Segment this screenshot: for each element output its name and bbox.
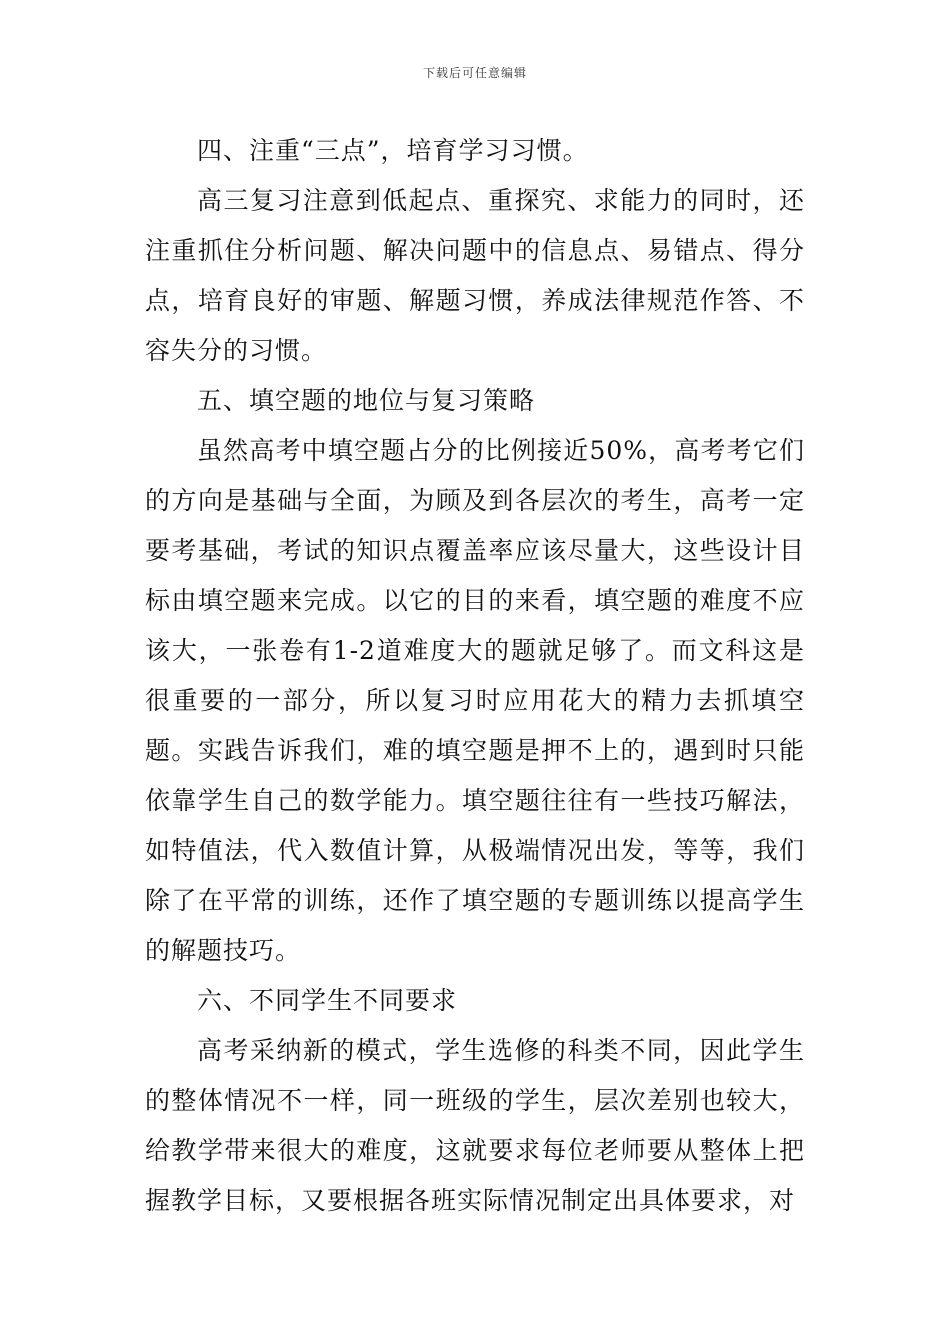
body-paragraph: 虽然高考中填空题占分的比例接近50%，高考考它们的方向是基础与全面，为顾及到各层次的考生，高考一定要考基础，考试的知识点覆盖率应该尽量大，这些设计目标由填空题来完成。以它的目的来看，填空题的难度不应该大，一张卷有1-2道难度大的题就足够了。而文科这是很重要的一部分，所以复习时应用花大的精力去抓填空题。实践告诉我们，难的填空题是押不上的，遇到时只能依靠学生自己的数学能力。填空题往往有一些技巧解法，如特值法，代入数值计算，从极端情况出发，等等，我们除了在平常的训练，还作了填空题的专题训练以提高学生的解题技巧。 [145, 436, 805, 965]
section-heading-6: 六、不同学生不同要求 [197, 986, 458, 1015]
page-header: 下载后可任意编辑 [422, 66, 527, 80]
body-paragraph: 高三复习注意到低起点、重探究、求能力的同时，还注重抓住分析问题、解决问题中的信息点、易错点、得分点，培育良好的审题、解题习惯，养成法律规范作答、不容失分的习惯。 [145, 186, 805, 365]
document-body [145, 126, 805, 1226]
section-heading-5: 五、填空题的地位与复习策略 [197, 386, 536, 415]
section-heading-4: 四、注重“三点”，培育学习习惯。 [197, 136, 589, 165]
body-paragraph: 高考采纳新的模式，学生选修的科类不同，因此学生的整体情况不一样，同一班级的学生，层次差别也较大，给教学带来很大的难度，这就要求每位老师要从整体上把握教学目标，又要根据各班实际情况制定出具体要求，对 [145, 1036, 805, 1215]
